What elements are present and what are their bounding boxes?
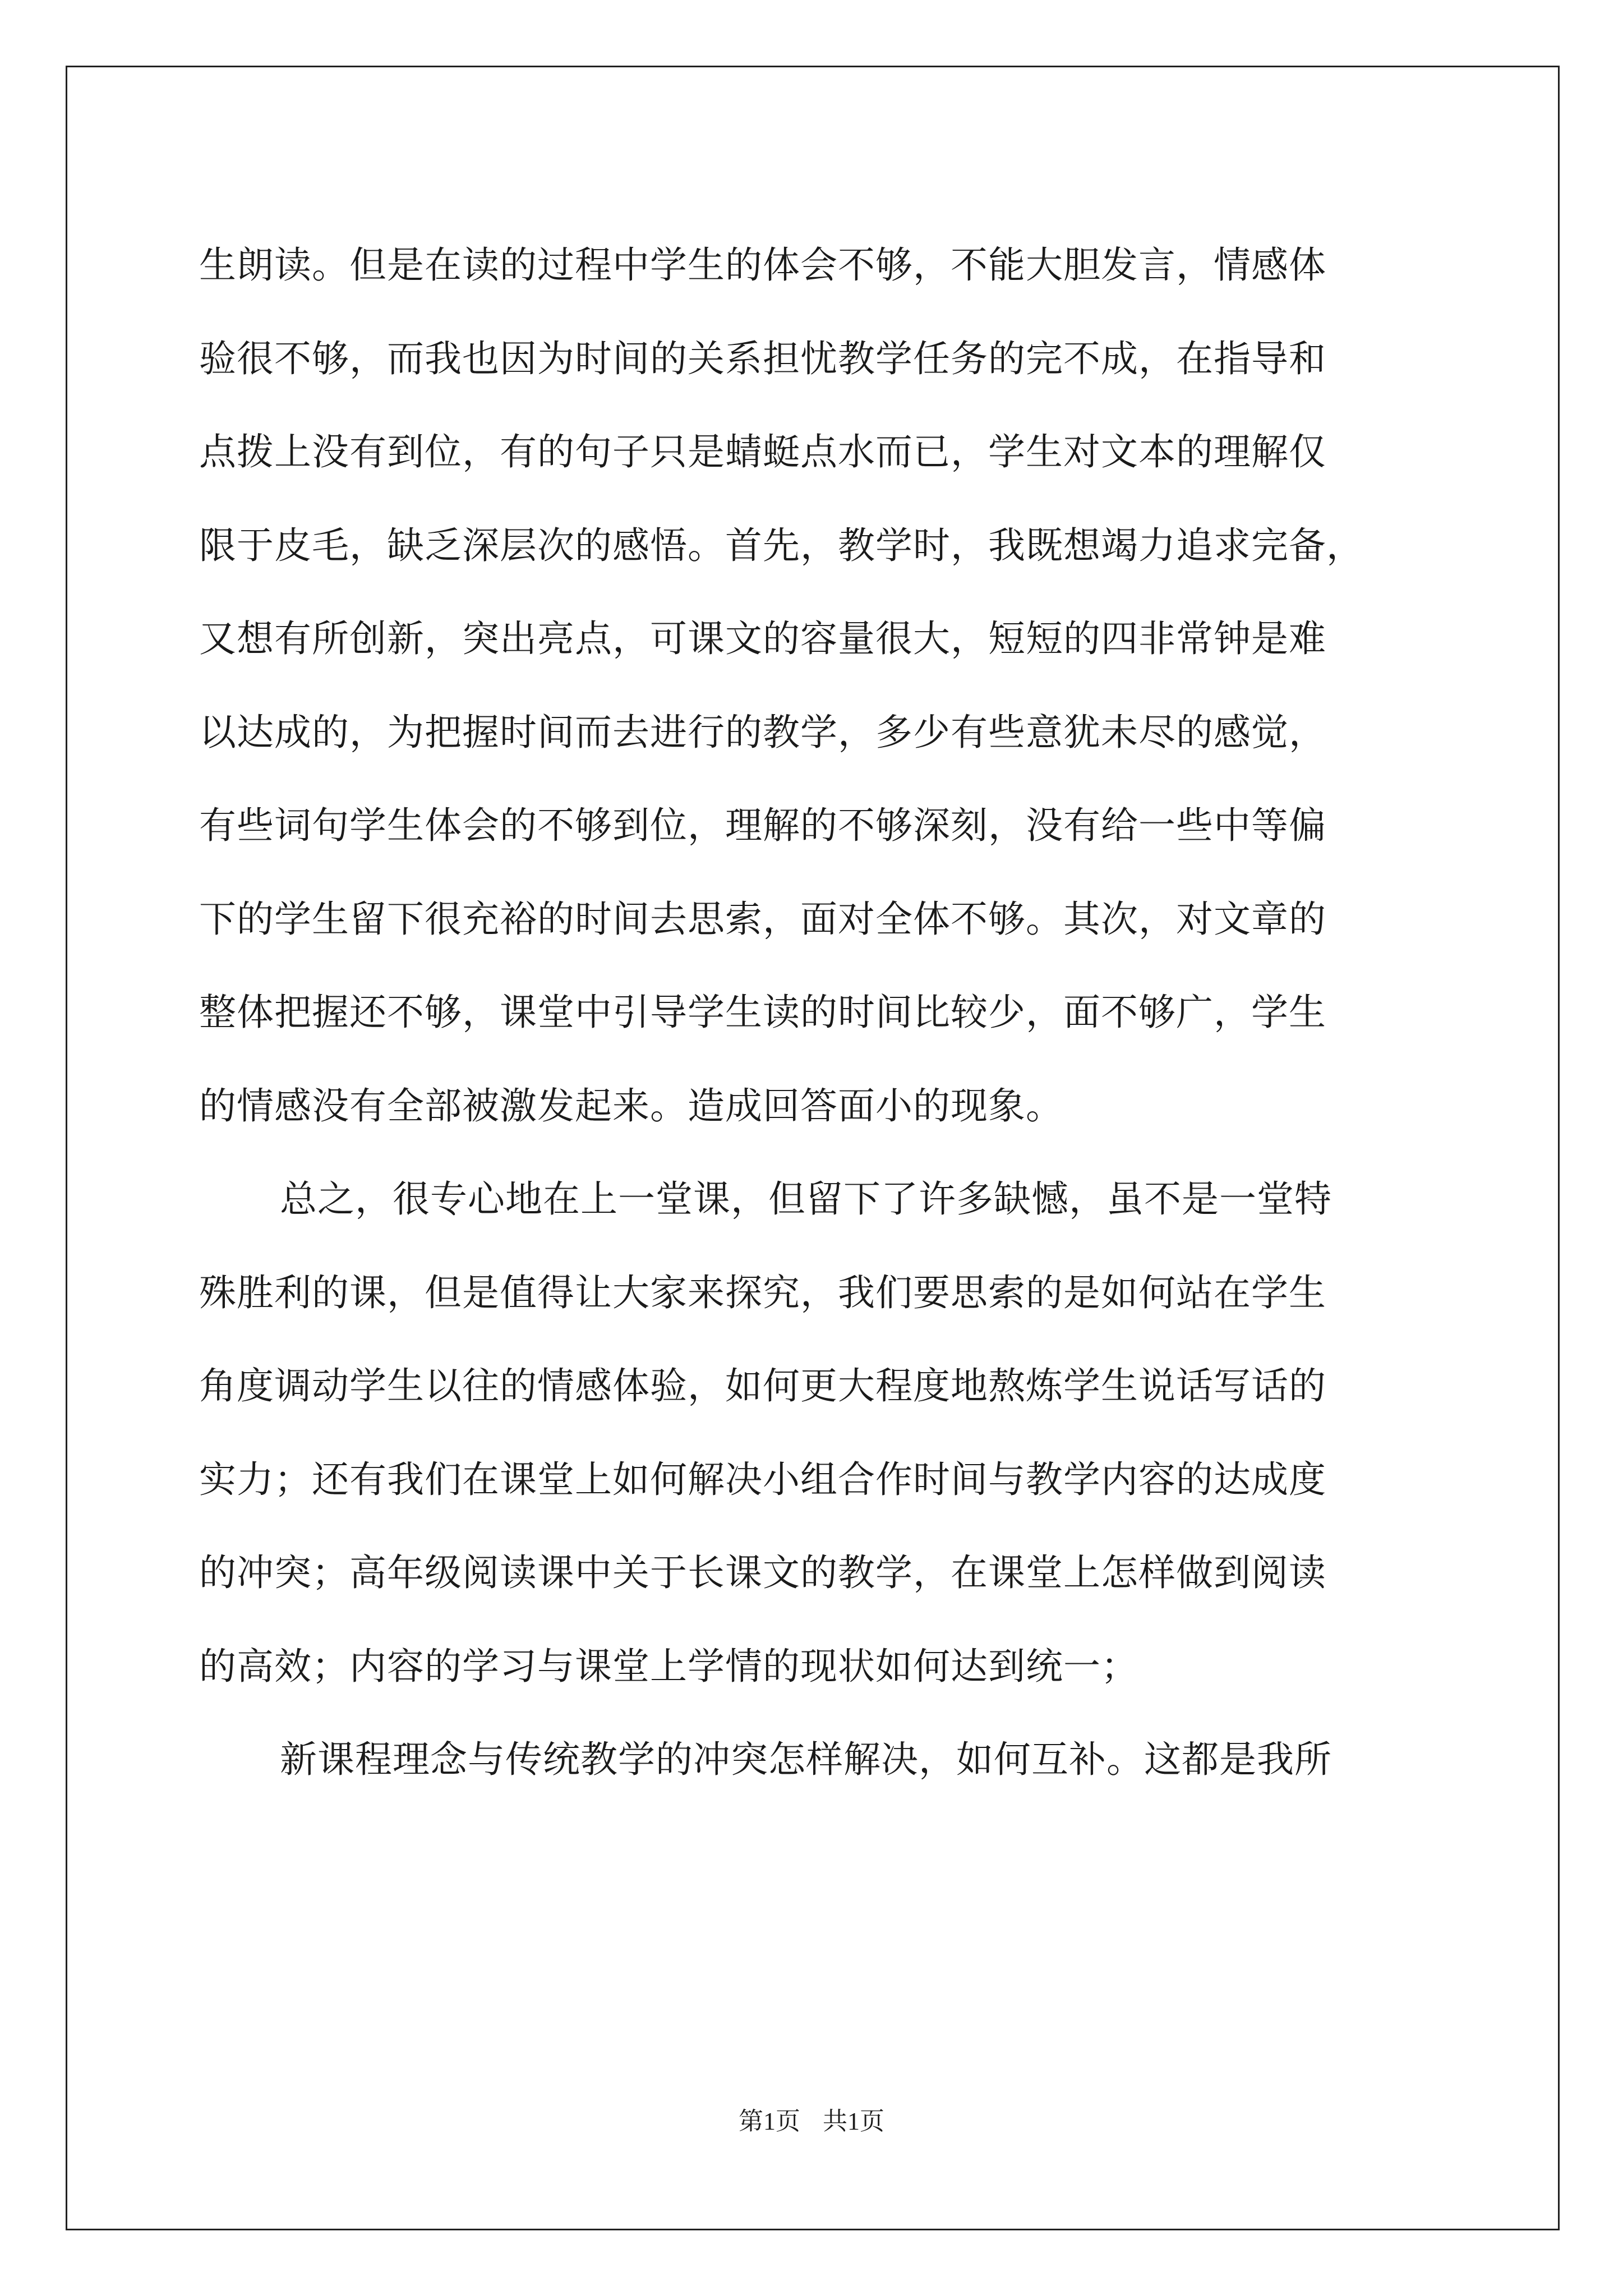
text-line: 限于皮毛，缺乏深层次的感悟。首先，教学时，我既想竭力追求完备， bbox=[199, 523, 1364, 567]
text-line: 实力；还有我们在课堂上如何解决小组合作时间与教学内容的达成度 bbox=[199, 1457, 1326, 1501]
text-line: 以达成的，为把握时间而去进行的教学，多少有些意犹未尽的感觉， bbox=[199, 710, 1326, 754]
text-line: 下的学生留下很充裕的时间去思索，面对全体不够。其次，对文章的 bbox=[199, 897, 1326, 941]
page-total: 共1页 bbox=[823, 2108, 884, 2135]
text-line: 整体把握还不够，课堂中引导学生读的时间比较少，面不够广，学生 bbox=[199, 991, 1326, 1034]
document-body bbox=[199, 219, 1427, 1807]
text-line: 点拨上没有到位，有的句子只是蜻蜓点水而已，学生对文本的理解仅 bbox=[199, 430, 1326, 473]
paragraph-start-line: 总之，很专心地在上一堂课，但留下了许多缺憾，虽不是一堂特 bbox=[280, 1177, 1332, 1221]
page-footer bbox=[0, 2105, 1623, 2138]
text-line: 角度调动学生以往的情感体验，如何更大程度地熬炼学生说话写话的 bbox=[199, 1364, 1326, 1407]
text-line: 生朗读。但是在读的过程中学生的体会不够，不能大胆发言，情感体 bbox=[199, 243, 1326, 287]
text-line: 又想有所创新，突出亮点，可课文的容量很大，短短的四非常钟是难 bbox=[199, 617, 1326, 660]
text-line: 验很不够，而我也因为时间的关系担忧教学任务的完不成，在指导和 bbox=[199, 337, 1326, 380]
text-line: 有些词句学生体会的不够到位，理解的不够深刻，没有给一些中等偏 bbox=[199, 804, 1326, 847]
text-line: 的冲突；高年级阅读课中关于长课文的教学，在课堂上怎样做到阅读 bbox=[199, 1551, 1326, 1594]
paragraph-start-line: 新课程理念与传统教学的冲突怎样解决，如何互补。这都是我所 bbox=[280, 1738, 1332, 1781]
text-line: 的高效；内容的学习与课堂上学情的现状如何达到统一； bbox=[199, 1644, 1138, 1688]
text-line: 的情感没有全部被激发起来。造成回答面小的现象。 bbox=[199, 1084, 1063, 1128]
text-line: 殊胜利的课，但是值得让大家来探究，我们要思索的是如何站在学生 bbox=[199, 1271, 1326, 1314]
page-number: 第1页 bbox=[739, 2108, 800, 2135]
